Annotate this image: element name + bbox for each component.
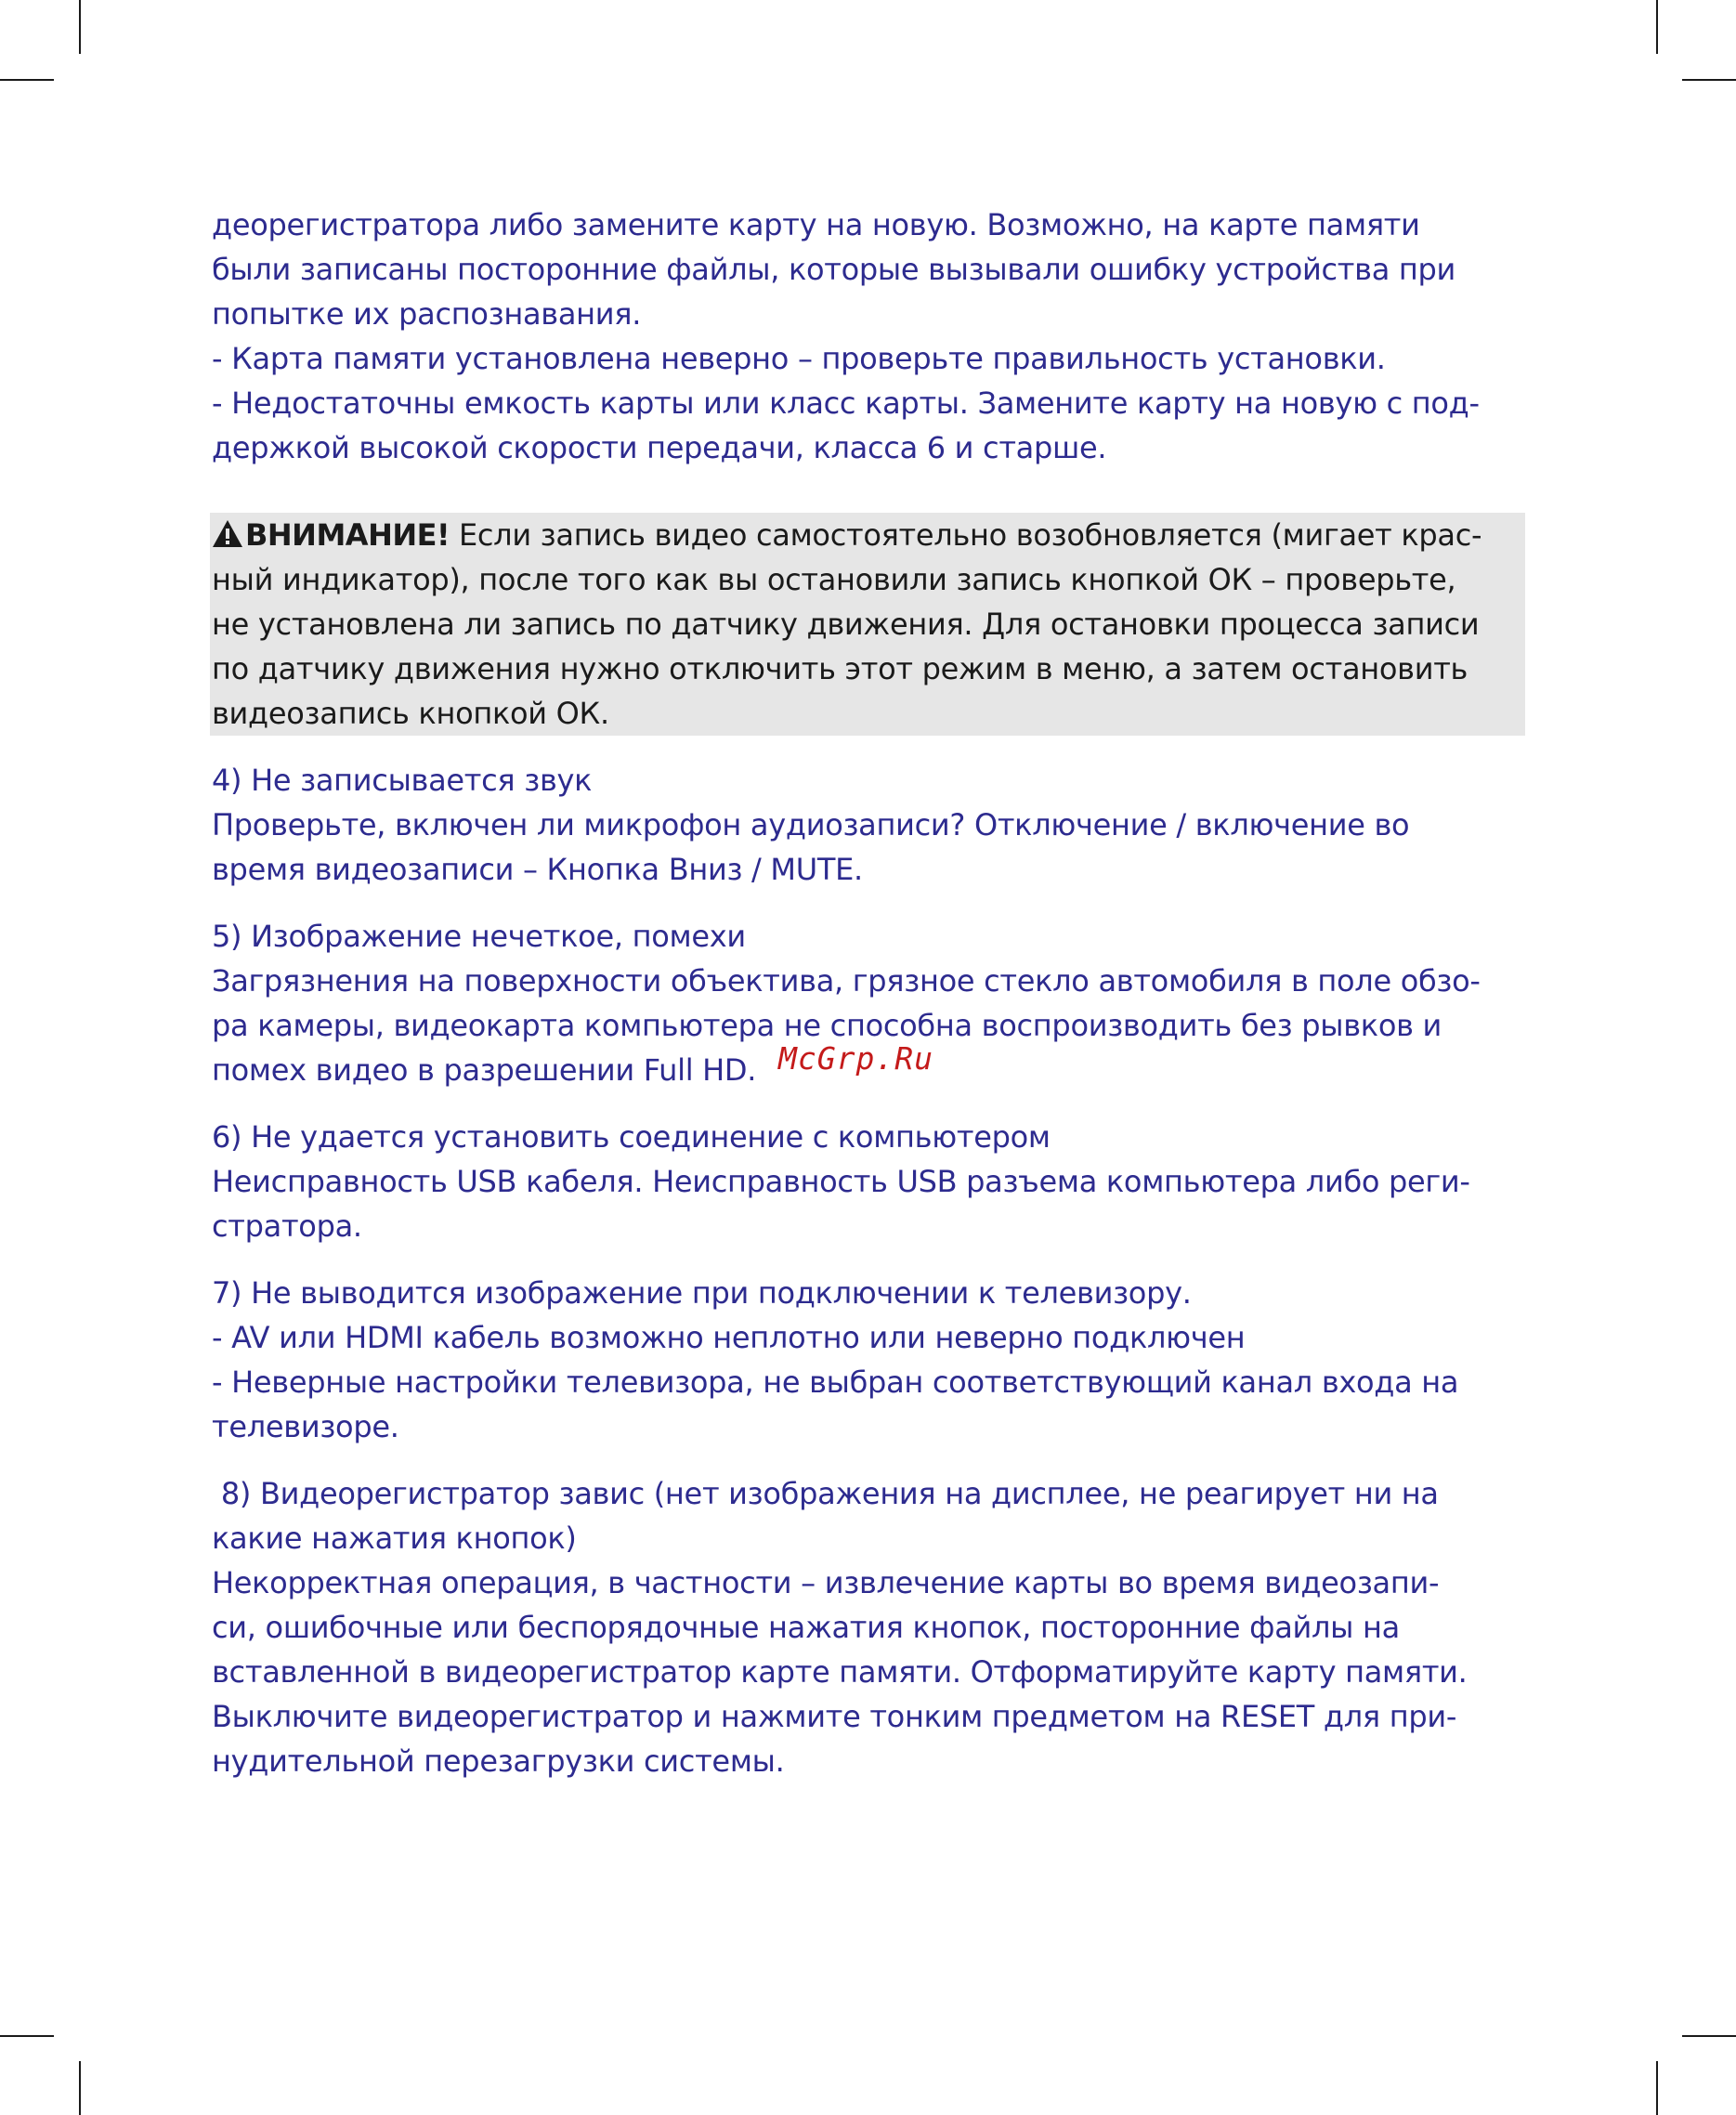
text-line: были записаны посторонние файлы, которые вызывали ошибку устройства при: [212, 252, 1456, 287]
warning-line: по датчику движения нужно отключить этот режим в меню, а затем остановить: [212, 651, 1468, 686]
section-6: [212, 1115, 1534, 1248]
section-heading: 7) Не выводится изображение при подключении к телевизору.: [212, 1275, 1192, 1311]
text-line: попытке их распознавания.: [212, 296, 642, 332]
text-line: нудительной перезагрузки системы.: [212, 1743, 785, 1779]
page-content: [212, 202, 1534, 1783]
warning-line: видеозапись кнопкой ОК.: [212, 696, 609, 731]
watermark: McGrp.Ru: [778, 1040, 933, 1077]
text-line: какие нажатия кнопок): [212, 1521, 577, 1556]
text-line: деорегистратора либо замените карту на новую. Возможно, на карте памяти: [212, 207, 1420, 242]
crop-mark: [79, 2061, 81, 2115]
warning-line: не установлена ли запись по датчику движения. Для остановки процесса записи: [212, 607, 1480, 642]
section-7: [212, 1271, 1534, 1449]
text-line: телевизоре.: [212, 1409, 399, 1444]
crop-mark: [1656, 0, 1658, 54]
section-heading: 8) Видеорегистратор завис (нет изображения на дисплее, не реагирует ни на: [212, 1476, 1439, 1511]
warning-text: Если запись видео самостоятельно возобновляется (мигает крас-: [450, 517, 1482, 553]
section-4: [212, 758, 1534, 892]
crop-mark: [79, 0, 81, 54]
text-line: ра камеры, видеокарта компьютера не способна воспроизводить без рывков и: [212, 1008, 1442, 1043]
text-line: Некорректная операция, в частности – извлечение карты во время видеозапи-: [212, 1565, 1440, 1600]
section-heading: 5) Изображение нечеткое, помехи: [212, 919, 746, 954]
text-line: - Неверные настройки телевизора, не выбран соответствующий канал входа на: [212, 1364, 1459, 1400]
text-line: держкой высокой скорости передачи, класса 6 и старше.: [212, 430, 1107, 465]
text-line: вставленной в видеорегистратор карте памяти. Отформатируйте карту памяти.: [212, 1654, 1468, 1690]
crop-mark: [1656, 2061, 1658, 2115]
text-line: Выключите видеорегистратор и нажмите тонким предметом на RESET для при-: [212, 1699, 1457, 1734]
text-line: - AV или HDMI кабель возможно неплотно или неверно подключен: [212, 1320, 1246, 1355]
warning-first-line: [212, 513, 1525, 557]
intro-block: [212, 202, 1534, 470]
text-line: помех видео в разрешении Full HD.: [212, 1052, 757, 1088]
warning-triangle-icon: [212, 516, 243, 546]
text-line: Загрязнения на поверхности объектива, грязное стекло автомобиля в поле обзо-: [212, 963, 1481, 999]
warning-box: [210, 513, 1525, 736]
warning-line: ный индикатор), после того как вы остановили запись кнопкой ОК – проверьте,: [212, 562, 1456, 597]
text-line: - Карта памяти установлена неверно – проверьте правильность установки.: [212, 341, 1386, 376]
section-8: [212, 1471, 1534, 1783]
crop-mark: [0, 2035, 54, 2037]
text-line: Неисправность USB кабеля. Неисправность USB разъема компьютера либо реги-: [212, 1164, 1470, 1199]
crop-mark: [1682, 2035, 1736, 2037]
warning-label: ВНИМАНИЕ!: [245, 517, 450, 553]
text-line: Проверьте, включен ли микрофон аудиозаписи? Отключение / включение во: [212, 807, 1410, 842]
text-line: время видеозаписи – Кнопка Вниз / MUTE.: [212, 852, 863, 887]
text-line: си, ошибочные или беспорядочные нажатия кнопок, посторонние файлы на: [212, 1610, 1400, 1645]
crop-mark: [0, 79, 54, 81]
section-heading: 4) Не записывается звук: [212, 763, 593, 798]
crop-mark: [1682, 79, 1736, 81]
section-heading: 6) Не удается установить соединение с компьютером: [212, 1119, 1051, 1155]
text-line: - Недостаточны емкость карты или класс карты. Замените карту на новую с под-: [212, 385, 1480, 421]
text-line: стратора.: [212, 1208, 362, 1244]
